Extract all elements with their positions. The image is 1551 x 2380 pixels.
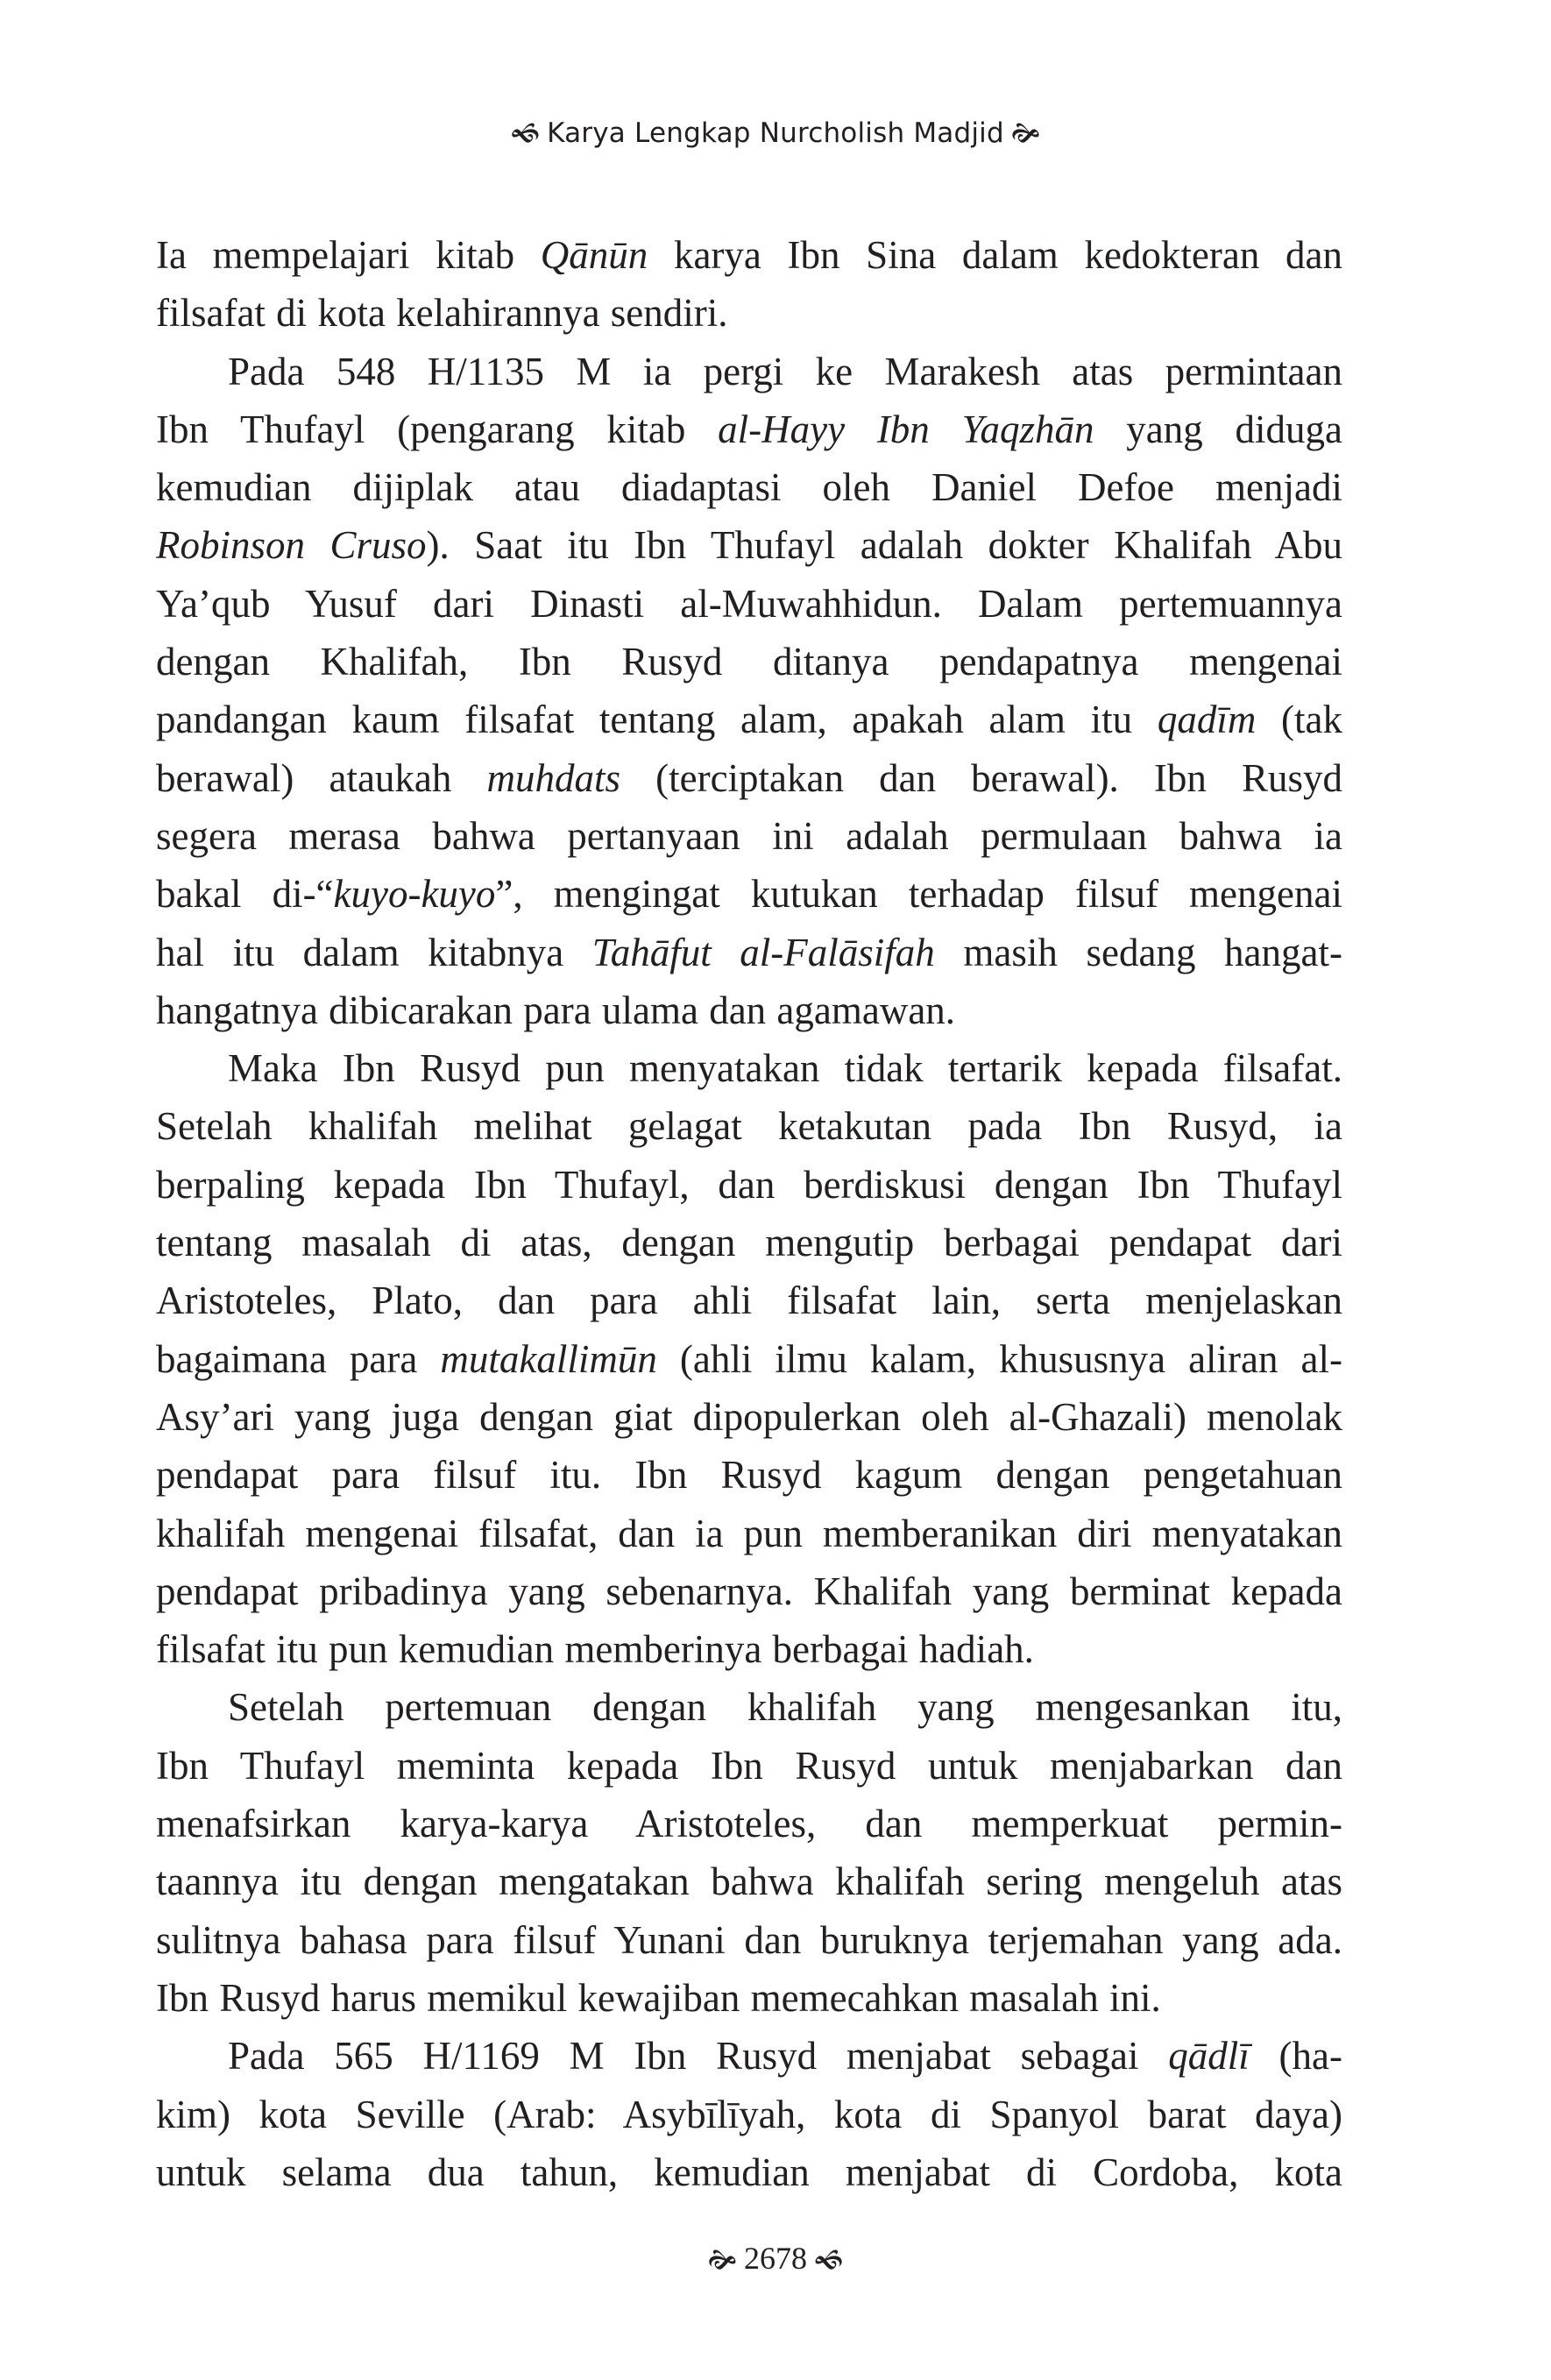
text-line <box>156 2143 1342 2201</box>
right-ornament-icon: 🙞 <box>1010 118 1041 149</box>
text-line <box>156 1795 1342 1852</box>
text-line <box>156 1271 1342 1329</box>
text-line <box>156 1156 1342 1214</box>
text-run: Pada 548 H/1135 M ia pergi ke Marakesh atas permintaan <box>228 349 1342 393</box>
text-run: segera merasa bahwa pertanyaan ini adalah permulaan bahwa ia <box>156 813 1342 858</box>
text-line <box>156 1969 1342 2027</box>
text-run: pendapat para filsuf itu. Ibn Rusyd kagum dengan pengetahuan <box>156 1453 1342 1498</box>
text-line <box>156 1039 1342 1097</box>
running-header <box>0 114 1551 159</box>
text-run: Pada 565 H/1169 M Ibn Rusyd menjabat sebagai <box>228 2034 1169 2079</box>
text-line <box>156 749 1342 807</box>
text-line <box>156 400 1342 458</box>
text-run: bagaimana para <box>156 1336 441 1381</box>
text-line <box>156 1505 1342 1562</box>
text-run: berawal) ataukah <box>156 755 487 800</box>
text-line <box>156 865 1342 923</box>
text-line <box>156 226 1342 284</box>
text-run: hangatnya dibicarakan para ulama dan agamawan. <box>156 988 956 1032</box>
text-line <box>156 691 1342 748</box>
text-run: filsafat di kota kelahirannya sendiri. <box>156 291 728 336</box>
text-run: Ibn Rusyd harus memikul kewajiban memecahkan masalah ini. <box>156 1975 1161 2020</box>
running-header-title: Karya Lengkap Nurcholish Madjid <box>547 117 1004 149</box>
text-run: Setelah pertemuan dengan khalifah yang mengesankan itu, <box>228 1685 1342 1730</box>
italic-term: qadīm <box>1157 698 1257 742</box>
text-line <box>156 1097 1342 1155</box>
text-run: Ibn Thufayl (pengarang kitab <box>156 407 719 451</box>
italic-term: muhdats <box>486 755 621 800</box>
footer-left-ornament-icon: 🙞 <box>707 2246 737 2275</box>
text-run: bakal di-“ <box>156 872 334 917</box>
text-run: Maka Ibn Rusyd pun menyatakan tidak tertarik kepada filsafat. <box>228 1046 1342 1091</box>
text-run: (terciptakan dan berawal). Ibn Rusyd <box>620 755 1343 800</box>
text-line <box>156 924 1342 981</box>
text-run: ”, mengingat kutukan terhadap filsuf mengenai <box>495 872 1342 917</box>
italic-term: Robinson Cruso <box>156 523 427 568</box>
text-run: Ia mempelajari kitab <box>156 233 541 277</box>
text-run: filsafat itu pun kemudian memberinya berbagai hadiah. <box>156 1627 1034 1672</box>
body-text <box>156 226 1342 2201</box>
text-line <box>156 1330 1342 1388</box>
text-run: sulitnya bahasa para filsuf Yunani dan buruknya terjemahan yang ada. <box>156 1917 1342 1962</box>
footer-right-ornament-icon: 🙜 <box>814 2246 844 2275</box>
text-run: Ibn Thufayl meminta kepada Ibn Rusyd untuk menjabarkan dan <box>156 1743 1342 1788</box>
text-run: (ha- <box>1249 2034 1342 2079</box>
text-run: yang diduga <box>1094 407 1343 451</box>
text-run: pandangan kaum filsafat tentang alam, apakah alam itu <box>156 698 1158 742</box>
text-run: Ya’qub Yusuf dari Dinasti al-Muwahhidun. Dalam pertemuannya <box>156 581 1342 626</box>
text-line <box>156 1911 1342 1969</box>
text-line <box>156 981 1342 1039</box>
text-line <box>156 1562 1342 1620</box>
text-line <box>156 1678 1342 1736</box>
text-line <box>156 1214 1342 1271</box>
text-run: masih sedang hangat- <box>934 930 1342 974</box>
text-line <box>156 575 1342 633</box>
text-line <box>156 807 1342 865</box>
italic-term: qādlī <box>1168 2034 1250 2079</box>
text-line <box>156 633 1342 691</box>
text-line <box>156 284 1342 342</box>
page-footer <box>0 2240 1551 2285</box>
text-line <box>156 2027 1342 2085</box>
text-run: untuk selama dua tahun, kemudian menjabat di Cordoba, kota <box>156 2150 1342 2194</box>
text-run: berpaling kepada Ibn Thufayl, dan berdiskusi dengan Ibn Thufayl <box>156 1162 1342 1207</box>
text-run: (tak <box>1256 698 1343 742</box>
text-line <box>156 458 1342 516</box>
text-run: karya Ibn Sina dalam kedokteran dan <box>648 233 1342 277</box>
text-line <box>156 1388 1342 1446</box>
italic-term: Qānūn <box>540 233 648 277</box>
text-run: dengan Khalifah, Ibn Rusyd ditanya pendapatnya mengenai <box>156 640 1342 684</box>
text-run: menafsirkan karya-karya Aristoteles, dan memperkuat permin- <box>156 1802 1342 1846</box>
left-ornament-icon: 🙜 <box>510 118 541 149</box>
text-run: kim) kota Seville (Arab: Asybīlīyah, kota di Spanyol barat daya) <box>156 2092 1342 2136</box>
text-line <box>156 1446 1342 1504</box>
text-run: ). Saat itu Ibn Thufayl adalah dokter Khalifah Abu <box>426 523 1343 568</box>
text-line <box>156 1737 1342 1795</box>
italic-term: Tahāfut al-Falāsifah <box>591 930 935 974</box>
text-line <box>156 343 1342 400</box>
text-run: Setelah khalifah melihat gelagat ketakutan pada Ibn Rusyd, ia <box>156 1104 1342 1149</box>
text-line <box>156 516 1342 574</box>
text-run: pendapat pribadinya yang sebenarnya. Khalifah yang berminat kepada <box>156 1569 1342 1613</box>
italic-term: kuyo-kuyo <box>333 872 496 917</box>
text-run: (ahli ilmu kalam, khususnya aliran al- <box>656 1336 1342 1381</box>
text-run: tentang masalah di atas, dengan mengutip berbagai pendapat dari <box>156 1221 1342 1265</box>
text-run: kemudian dijiplak atau diadaptasi oleh Daniel Defoe menjadi <box>156 465 1342 510</box>
text-run: Aristoteles, Plato, dan para ahli filsafat lain, serta menjelaskan <box>156 1279 1342 1323</box>
text-run: taannya itu dengan mengatakan bahwa khalifah sering mengeluh atas <box>156 1859 1342 1904</box>
italic-term: al-Hayy Ibn Yaqzhān <box>718 407 1094 451</box>
text-run: hal itu dalam kitabnya <box>156 930 592 974</box>
text-line <box>156 1852 1342 1910</box>
text-line <box>156 1620 1342 1678</box>
text-run: khalifah mengenai filsafat, dan ia pun memberanikan diri menyatakan <box>156 1511 1342 1555</box>
text-run: Asy’ari yang juga dengan giat dipopulerkan oleh al-Ghazali) menolak <box>156 1394 1342 1439</box>
page-number: 2678 <box>744 2241 807 2276</box>
italic-term: mutakallimūn <box>440 1336 657 1381</box>
text-line <box>156 2086 1342 2143</box>
